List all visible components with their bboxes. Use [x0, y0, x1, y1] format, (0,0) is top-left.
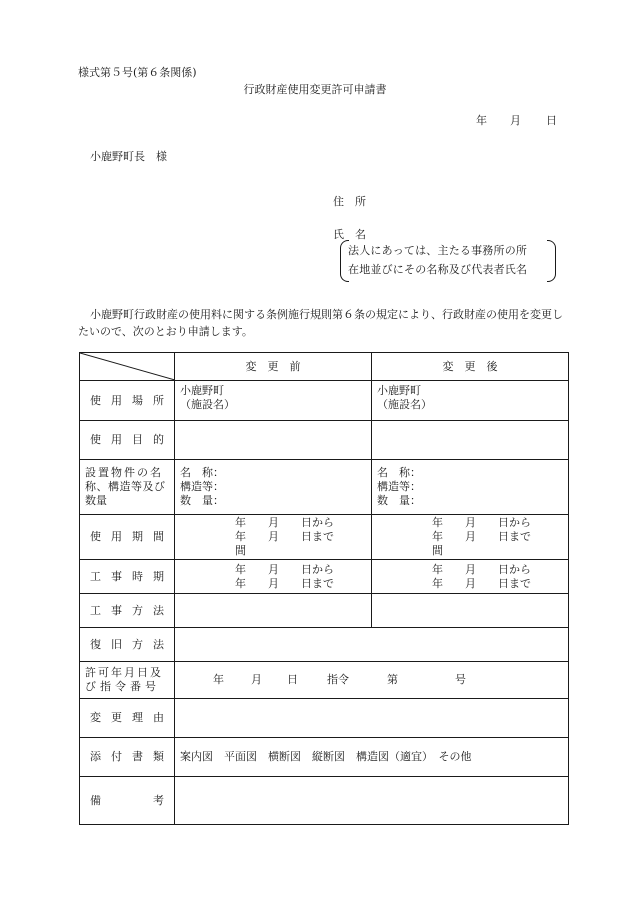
- row-permit: [80, 662, 569, 699]
- row-remarks: [80, 777, 569, 825]
- row-period: [80, 515, 569, 560]
- corporation-note-line1: 法人にあっては、主たる事務所の所: [348, 244, 528, 257]
- label-construction-method: 工事方法: [80, 594, 175, 628]
- label-period: 使用期間: [80, 515, 175, 560]
- location-before-town: 小鹿野町: [180, 384, 224, 397]
- construction-period-before-cell[interactable]: [175, 560, 372, 594]
- header-row: [80, 353, 569, 381]
- row-location: [80, 381, 569, 421]
- permit-year: 年: [213, 673, 224, 686]
- permit-go: 号: [455, 673, 466, 686]
- construction-period-after-cell[interactable]: [372, 560, 569, 594]
- intro-text: 小鹿野町行政財産の使用料に関する条例施行規則第６条の規定により、行政財産の使用を変更したいので、次のとおり申請します。: [78, 308, 563, 338]
- addressee: 小鹿野町長 様: [90, 150, 167, 163]
- form-code: 様式第５号(第６条関係): [78, 66, 197, 79]
- column-header-after: 変 更 後: [372, 353, 569, 381]
- installation-before-quantity: 数 量：: [180, 494, 224, 507]
- period-before-from: 年 月 日から: [235, 516, 334, 529]
- period-before-cell[interactable]: [175, 515, 372, 560]
- address-label: 住 所: [333, 195, 366, 208]
- label-construction-period: 工事時期: [80, 560, 175, 594]
- permit-month: 月: [251, 673, 262, 686]
- date-month: 月: [510, 114, 521, 127]
- period-after-to: 年 月 日まで: [432, 530, 531, 543]
- restoration-cell[interactable]: [175, 628, 569, 662]
- label-permit-line1: 許可年月日及: [85, 666, 163, 679]
- date-year: 年: [476, 114, 487, 127]
- diagonal-line: [80, 353, 175, 380]
- row-construction-method: [80, 594, 569, 628]
- reason-cell[interactable]: [175, 699, 569, 738]
- label-permit: [80, 662, 175, 699]
- diagonal-corner-cell: [80, 353, 175, 381]
- label-restoration: 復旧方法: [80, 628, 175, 662]
- document-title: 行政財産使用変更許可申請書: [243, 83, 387, 96]
- construction-after-from: 年 月 日から: [432, 562, 531, 576]
- construction-before-from: 年 月 日から: [235, 562, 334, 576]
- application-table: [79, 352, 569, 825]
- label-installation-line1: 設置物件の名: [85, 466, 163, 479]
- location-after-town: 小鹿野町: [377, 384, 421, 397]
- row-reason: [80, 699, 569, 738]
- row-restoration: [80, 628, 569, 662]
- period-after-cell[interactable]: [372, 515, 569, 560]
- construction-method-after-cell[interactable]: [372, 594, 569, 628]
- period-before-duration: 間: [235, 544, 246, 557]
- label-reason: 変更理由: [80, 699, 175, 738]
- name-label: 氏 名: [333, 228, 366, 241]
- label-attachments: 添付書類: [80, 738, 175, 777]
- purpose-after-cell[interactable]: [372, 421, 569, 460]
- label-installation-line2: 称、構造等及び: [85, 480, 166, 493]
- attachments-cell[interactable]: 案内図 平面図 横断図 縦断図 構造図（適宜） その他: [175, 738, 569, 777]
- column-header-before: 変 更 前: [175, 353, 372, 381]
- location-after-facility: （施設名）: [377, 398, 432, 411]
- label-installation: [80, 460, 175, 515]
- period-after-from: 年 月 日から: [432, 516, 531, 529]
- row-installation: [80, 460, 569, 515]
- period-before-to: 年 月 日まで: [235, 530, 334, 543]
- installation-after-cell[interactable]: [372, 460, 569, 515]
- row-construction-period: [80, 560, 569, 594]
- purpose-before-cell[interactable]: [175, 421, 372, 460]
- installation-before-structure: 構造等：: [180, 480, 224, 493]
- label-permit-line2: び指令番号: [85, 680, 160, 693]
- permit-cell[interactable]: [175, 662, 569, 699]
- label-purpose: 使用目的: [80, 421, 175, 460]
- location-after-cell[interactable]: [372, 381, 569, 421]
- date-line: [476, 112, 557, 128]
- bracket-right: [547, 240, 556, 282]
- installation-before-name: 名 称：: [180, 466, 224, 479]
- permit-directive: 指令: [327, 673, 349, 686]
- row-attachments: [80, 738, 569, 777]
- construction-before-to: 年 月 日まで: [235, 576, 334, 590]
- label-location: 使用場所: [80, 381, 175, 421]
- permit-dai: 第: [387, 673, 398, 686]
- location-before-cell[interactable]: [175, 381, 372, 421]
- corporation-note: [340, 240, 556, 280]
- installation-before-cell[interactable]: [175, 460, 372, 515]
- label-remarks: 備考: [80, 777, 175, 825]
- date-day: 日: [546, 114, 557, 127]
- construction-after-to: 年 月 日まで: [432, 576, 531, 590]
- row-purpose: [80, 421, 569, 460]
- installation-after-structure: 構造等：: [377, 480, 421, 493]
- location-before-facility: （施設名）: [180, 398, 235, 411]
- corporation-note-line2: 在地並びにその名称及び代表者氏名: [348, 263, 528, 276]
- period-after-duration: 間: [432, 544, 443, 557]
- permit-day: 日: [287, 673, 298, 686]
- label-installation-line3: 数量: [85, 494, 107, 507]
- remarks-cell[interactable]: [175, 777, 569, 825]
- installation-after-name: 名 称：: [377, 466, 421, 479]
- construction-method-before-cell[interactable]: [175, 594, 372, 628]
- installation-after-quantity: 数 量：: [377, 494, 421, 507]
